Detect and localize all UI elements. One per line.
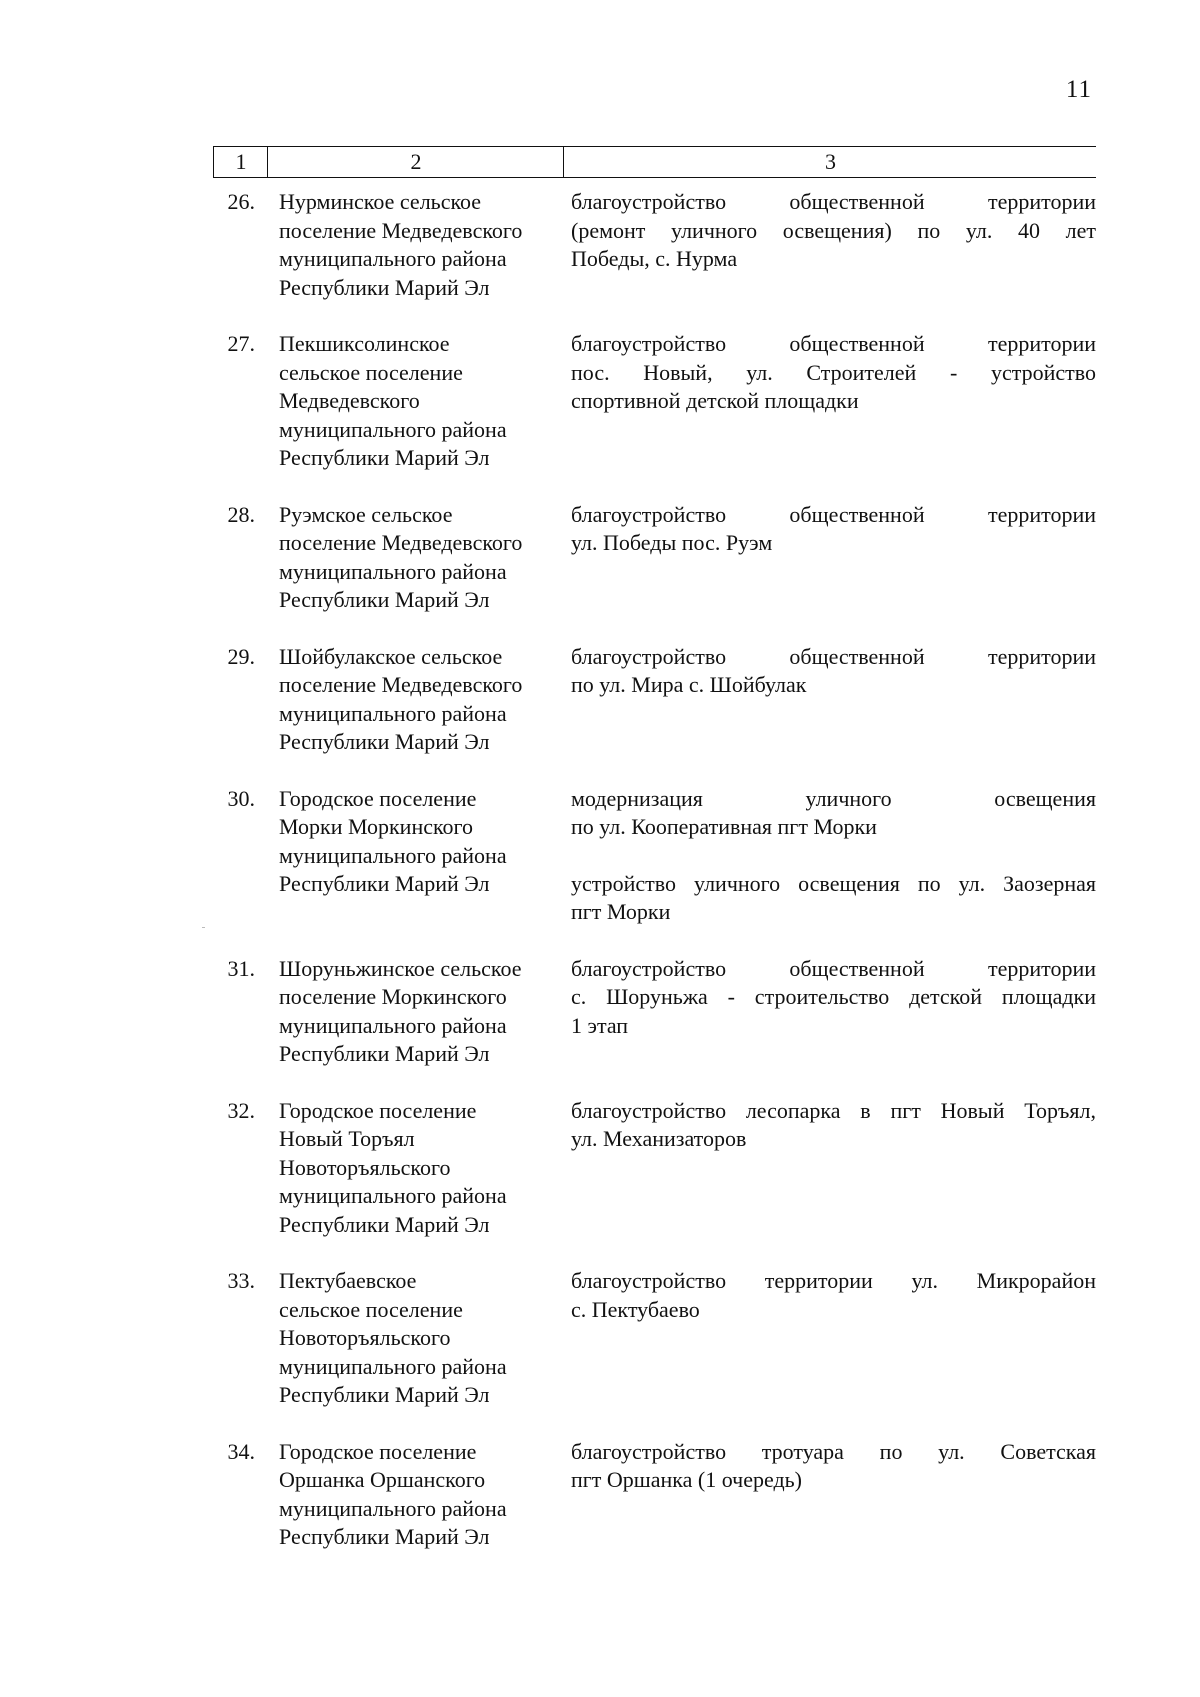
project-line: благоустройство общественной территории xyxy=(571,501,1096,527)
municipality-line: Республики Марий Эл xyxy=(279,445,490,470)
scan-speck xyxy=(202,927,205,928)
municipality-line: Медведевского xyxy=(279,388,420,413)
header-col-2: 2 xyxy=(267,147,564,177)
municipality-line: Городское поселение xyxy=(279,1097,477,1123)
table-row xyxy=(213,955,1096,1069)
row-number: 27. xyxy=(227,331,255,356)
municipality-line: Городское поселение xyxy=(279,1438,477,1464)
project-cell xyxy=(562,1097,1096,1240)
municipality-cell xyxy=(255,330,562,473)
table-row xyxy=(213,188,1096,302)
row-number: 32. xyxy=(227,1097,255,1123)
municipality-line: поселение Медведевского xyxy=(279,217,523,243)
municipality-cell xyxy=(255,785,562,927)
header-col-3: 3 xyxy=(563,147,1097,177)
project-line: Победы, с. Нурма xyxy=(571,246,738,271)
project-cell xyxy=(562,785,1096,927)
project-cell xyxy=(562,643,1096,757)
municipality-line: Руэмское сельское xyxy=(279,501,453,527)
table-row xyxy=(213,643,1096,757)
municipality-line: Республики Марий Эл xyxy=(279,729,490,754)
project-line: благоустройство лесопарка в пгт Новый Торъял, xyxy=(571,1097,1096,1123)
municipality-line: муниципального района xyxy=(279,1183,507,1208)
municipality-line: Городское поселение xyxy=(279,785,477,811)
project-line: благоустройство общественной территории xyxy=(571,189,1096,214)
municipality-line: Шоруньжинское сельское xyxy=(279,955,522,981)
project-cell xyxy=(562,330,1096,473)
project-line: с. Шоруньжа - строительство детской площадки xyxy=(571,984,1096,1009)
table-row xyxy=(213,501,1096,615)
municipality-cell xyxy=(255,188,562,302)
municipality-line: Новоторъяльского xyxy=(279,1154,451,1180)
municipality-line: Республики Марий Эл xyxy=(279,1211,490,1237)
municipality-line: муниципального района xyxy=(279,416,507,442)
municipality-line: Республики Марий Эл xyxy=(279,1041,490,1066)
project-cell xyxy=(562,188,1096,302)
municipality-cell xyxy=(255,1267,562,1410)
municipality-cell xyxy=(255,643,562,757)
municipality-line: Республики Марий Эл xyxy=(279,587,490,612)
municipality-line: муниципального района xyxy=(279,1012,507,1038)
project-line: модернизация уличного освещения xyxy=(571,785,1096,811)
project-line: с. Пектубаево xyxy=(571,1296,700,1322)
table-row xyxy=(213,1438,1096,1552)
municipality-line: Новый Торъял xyxy=(279,1126,415,1151)
municipality-line: муниципального района xyxy=(279,246,507,271)
table-row xyxy=(213,1097,1096,1240)
project-line: благоустройство общественной территории xyxy=(571,331,1096,356)
row-number: 26. xyxy=(227,189,255,214)
project-line: пгт Морки xyxy=(571,899,671,924)
municipality-line: муниципального района xyxy=(279,700,507,726)
municipality-line: поселение Моркинского xyxy=(279,984,507,1009)
project-line: 1 этап xyxy=(571,1012,629,1038)
row-number: 30. xyxy=(227,785,255,811)
municipality-line: Оршанка Оршанского xyxy=(279,1467,486,1492)
paragraph-gap xyxy=(571,842,1096,870)
project-line: по ул. Кооперативная пгт Морки xyxy=(571,814,877,839)
municipality-line: муниципального района xyxy=(279,1353,507,1379)
municipality-line: Новоторъяльского xyxy=(279,1325,451,1350)
table-row xyxy=(213,1267,1096,1410)
municipality-line: Республики Марий Эл xyxy=(279,871,490,896)
municipality-line: Нурминское сельское xyxy=(279,189,482,214)
project-line: по ул. Мира с. Шойбулак xyxy=(571,672,807,697)
municipality-line: Пекшиксолинское xyxy=(279,331,450,356)
project-cell xyxy=(562,1438,1096,1552)
municipality-line: Республики Марий Эл xyxy=(279,274,490,300)
municipality-line: муниципального района xyxy=(279,1495,507,1521)
project-cell xyxy=(562,501,1096,615)
project-line: благоустройство общественной территории xyxy=(571,643,1096,669)
project-line: благоустройство общественной территории xyxy=(571,955,1096,981)
table-body xyxy=(213,188,1096,1552)
municipality-line: Пектубаевское xyxy=(279,1268,417,1293)
municipality-cell xyxy=(255,501,562,615)
project-line: благоустройство тротуара по ул. Советская xyxy=(571,1438,1096,1464)
project-line: ул. Победы пос. Руэм xyxy=(571,530,773,555)
project-line: пгт Оршанка (1 очередь) xyxy=(571,1467,803,1492)
project-line: ул. Механизаторов xyxy=(571,1126,747,1151)
row-number: 29. xyxy=(227,643,255,669)
project-cell xyxy=(562,1267,1096,1410)
table-row xyxy=(213,785,1096,927)
municipality-line: Республики Марий Эл xyxy=(279,1524,490,1549)
municipality-line: сельское поселение xyxy=(279,1296,463,1322)
municipality-line: Республики Марий Эл xyxy=(279,1382,490,1407)
project-cell xyxy=(562,955,1096,1069)
municipality-cell xyxy=(255,955,562,1069)
municipality-cell xyxy=(255,1438,562,1552)
row-number: 33. xyxy=(227,1268,255,1293)
project-line: благоустройство территории ул. Микрорайон xyxy=(571,1268,1096,1293)
municipality-line: Шойбулакское сельское xyxy=(279,643,503,669)
row-number: 28. xyxy=(227,501,255,527)
project-line: устройство уличного освещения по ул. Заозерная xyxy=(571,870,1096,896)
project-line: спортивной детской площадки xyxy=(571,388,859,413)
table-header xyxy=(213,146,1096,178)
municipality-line: поселение Медведевского xyxy=(279,672,523,697)
municipality-line: Морки Моркинского xyxy=(279,814,474,839)
project-line: пос. Новый, ул. Строителей - устройство xyxy=(571,359,1096,385)
page-number: 11 xyxy=(1065,76,1092,103)
municipality-line: муниципального района xyxy=(279,842,507,868)
municipality-line: поселение Медведевского xyxy=(279,530,523,555)
municipality-line: сельское поселение xyxy=(279,359,463,385)
municipality-cell xyxy=(255,1097,562,1240)
header-col-1: 1 xyxy=(213,147,268,177)
project-line: (ремонт уличного освещения) по ул. 40 лет xyxy=(571,217,1096,243)
table-row xyxy=(213,330,1096,473)
row-number: 31. xyxy=(227,955,255,981)
row-number: 34. xyxy=(227,1438,255,1464)
municipality-line: муниципального района xyxy=(279,558,507,584)
